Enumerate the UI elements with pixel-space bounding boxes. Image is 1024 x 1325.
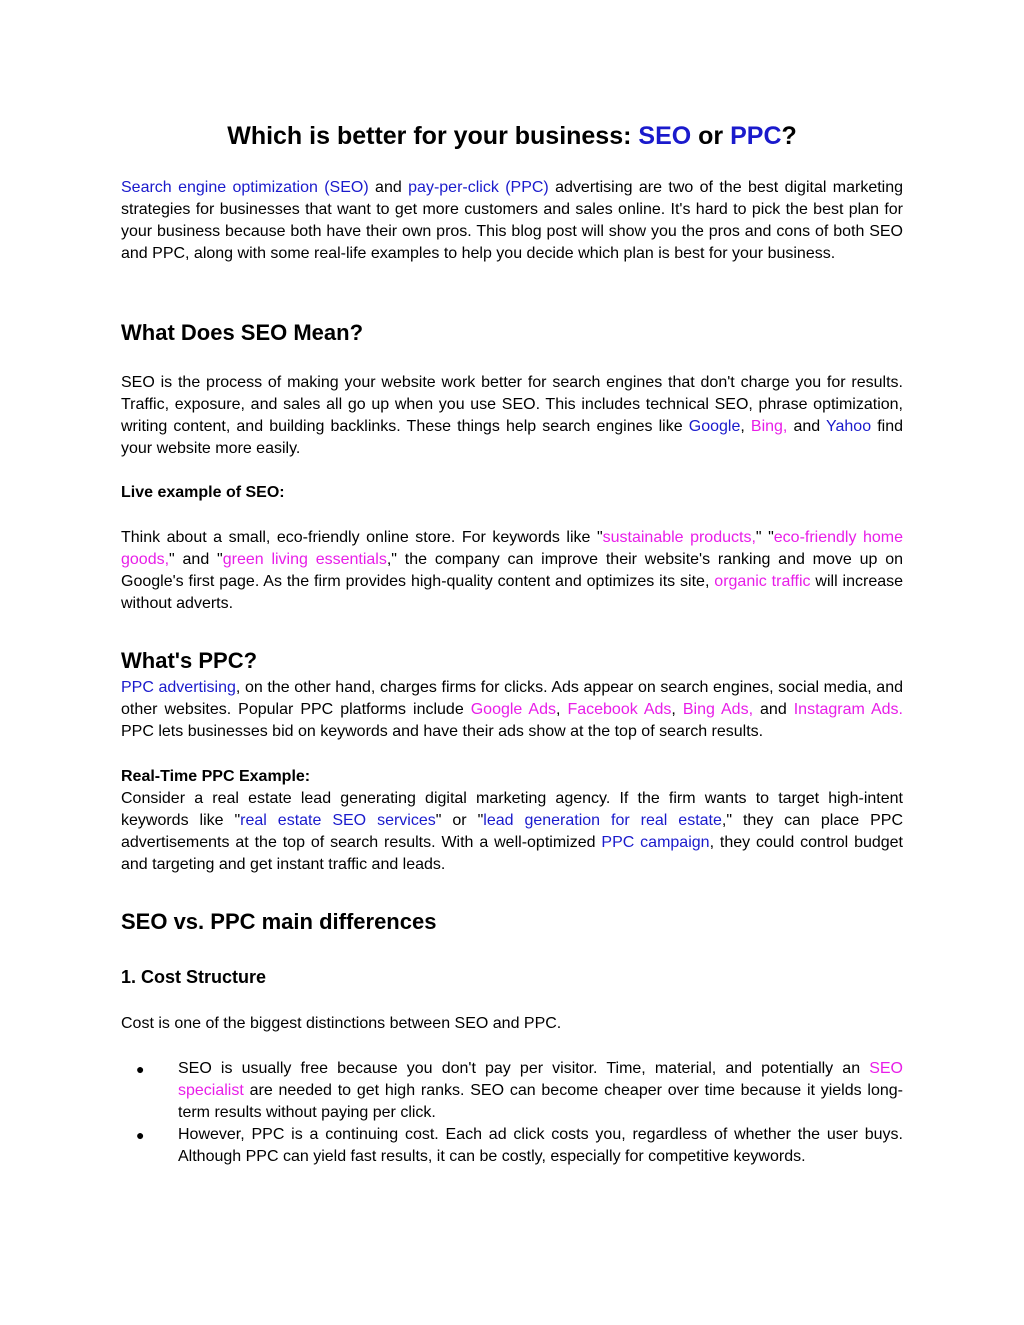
title-seo-link[interactable]: SEO [638,122,692,150]
instagram-ads-link[interactable]: Instagram Ads. [793,701,903,718]
text: Think about a small, eco-friendly online store. For keywords like " [121,529,603,546]
list-item [118,1058,903,1124]
ppc-advertising-link[interactable]: PPC advertising [121,679,236,696]
text: Consider a real estate lead generating digital marketing agency. If the firm wants to target high-intent keywords like " [121,790,903,829]
text: will increase without adverts. [121,573,904,612]
ppc-paragraph [121,677,903,743]
lead-generation-link[interactable]: lead generation for real estate [483,812,722,829]
text: and [787,418,827,435]
seo-heading: What Does SEO Mean? [121,320,364,345]
cost-structure-heading: 1. Cost Structure [121,967,267,987]
text: However, PPC is a continuing cost. Each ad click costs you, regardless of whether the user buys. Although PPC can yield fast results, it can be costly, especially for competitive keywords. [178,1126,903,1165]
title-text: ? [781,122,797,150]
real-estate-seo-services-link[interactable]: real estate SEO services [240,812,436,829]
eco-friendly-home-goods-link[interactable]: eco-friendly home goods, [121,529,904,568]
text: find your website more easily. [121,418,904,457]
text: " and " [169,551,223,568]
text: and [368,179,409,196]
title-ppc-link[interactable]: PPC [730,122,782,150]
ppc-link[interactable]: pay-per-click (PPC) [408,179,549,196]
text: , [671,701,683,718]
text: SEO is usually free because you don't pay per visitor. Time, material, and potentially an [178,1060,870,1077]
text: are needed to get high ranks. SEO can become cheaper over time because it yields long-term results without paying per click. [178,1082,903,1121]
organic-traffic-link[interactable]: organic traffic [714,573,811,590]
text: , [740,418,751,435]
title-text: Which is better for your business: [227,122,639,150]
text: and [753,701,794,718]
text: " or " [435,812,484,829]
cost-paragraph: Cost is one of the biggest distinctions between SEO and PPC. [121,1015,562,1032]
bullet-icon: ● [136,1127,145,1143]
seo-paragraph [121,372,903,460]
text: , they could control budget and targeting and get instant traffic and leads. [121,834,904,873]
facebook-ads-link[interactable]: Facebook Ads [567,701,672,718]
ppc-campaign-link[interactable]: PPC campaign [601,834,710,851]
ppc-example-heading: Real-Time PPC Example: [121,768,311,785]
google-link[interactable]: Google [688,418,741,435]
intro-paragraph [121,177,903,265]
text: SEO is the process of making your website work better for search engines that don't charge you for results. Traffic, exposure, and sales all go up when you use SEO. This includes technical SEO, phrase optimization, writing content, and building backlinks. These things help search engines like [121,374,903,435]
google-ads-link[interactable]: Google Ads [470,701,556,718]
page-title [0,119,1024,153]
cost-bullet-list [118,1058,903,1168]
green-living-essentials-link[interactable]: green living essentials [222,551,387,568]
sustainable-products-link[interactable]: sustainable products, [602,529,756,546]
text: advertising are two of the best digital marketing strategies for businesses that want to get more customers and sales online. It's hard to pick the best plan for your business because both have their own pros. This blog post will show you the pros and cons of both SEO and PPC, along with some real-life examples to help you decide which plan is best for your business. [121,179,904,262]
bing-link[interactable]: Bing, [750,418,788,435]
yahoo-link[interactable]: Yahoo [826,418,872,435]
seo-specialist-link[interactable]: SEO specialist [178,1060,903,1099]
text: ," they can place PPC advertisements at the top of search results. With a well-optimized [121,812,904,851]
text: , [556,701,568,718]
text: , on the other hand, charges firms for clicks. Ads appear on search engines, social media, and other websites. Popular PPC platforms include [121,679,903,718]
differences-heading: SEO vs. PPC main differences [121,909,437,934]
bing-ads-link[interactable]: Bing Ads, [682,701,754,718]
ppc-example-paragraph [121,788,903,876]
text: PPC lets businesses bid on keywords and have their ads show at the top of search results. [121,723,764,740]
bullet-icon: ● [136,1061,145,1077]
ppc-heading: What's PPC? [121,648,258,673]
seo-example-paragraph [121,527,903,615]
title-text: or [691,122,731,150]
seo-example-heading: Live example of SEO: [121,484,285,501]
text: " " [755,529,774,546]
text: ," the company can improve their website's ranking and move up on Google's first page. As the firm provides high-quality content and optimizes its site, [121,551,904,590]
list-item [118,1124,903,1168]
seo-link[interactable]: Search engine optimization (SEO) [121,179,369,196]
